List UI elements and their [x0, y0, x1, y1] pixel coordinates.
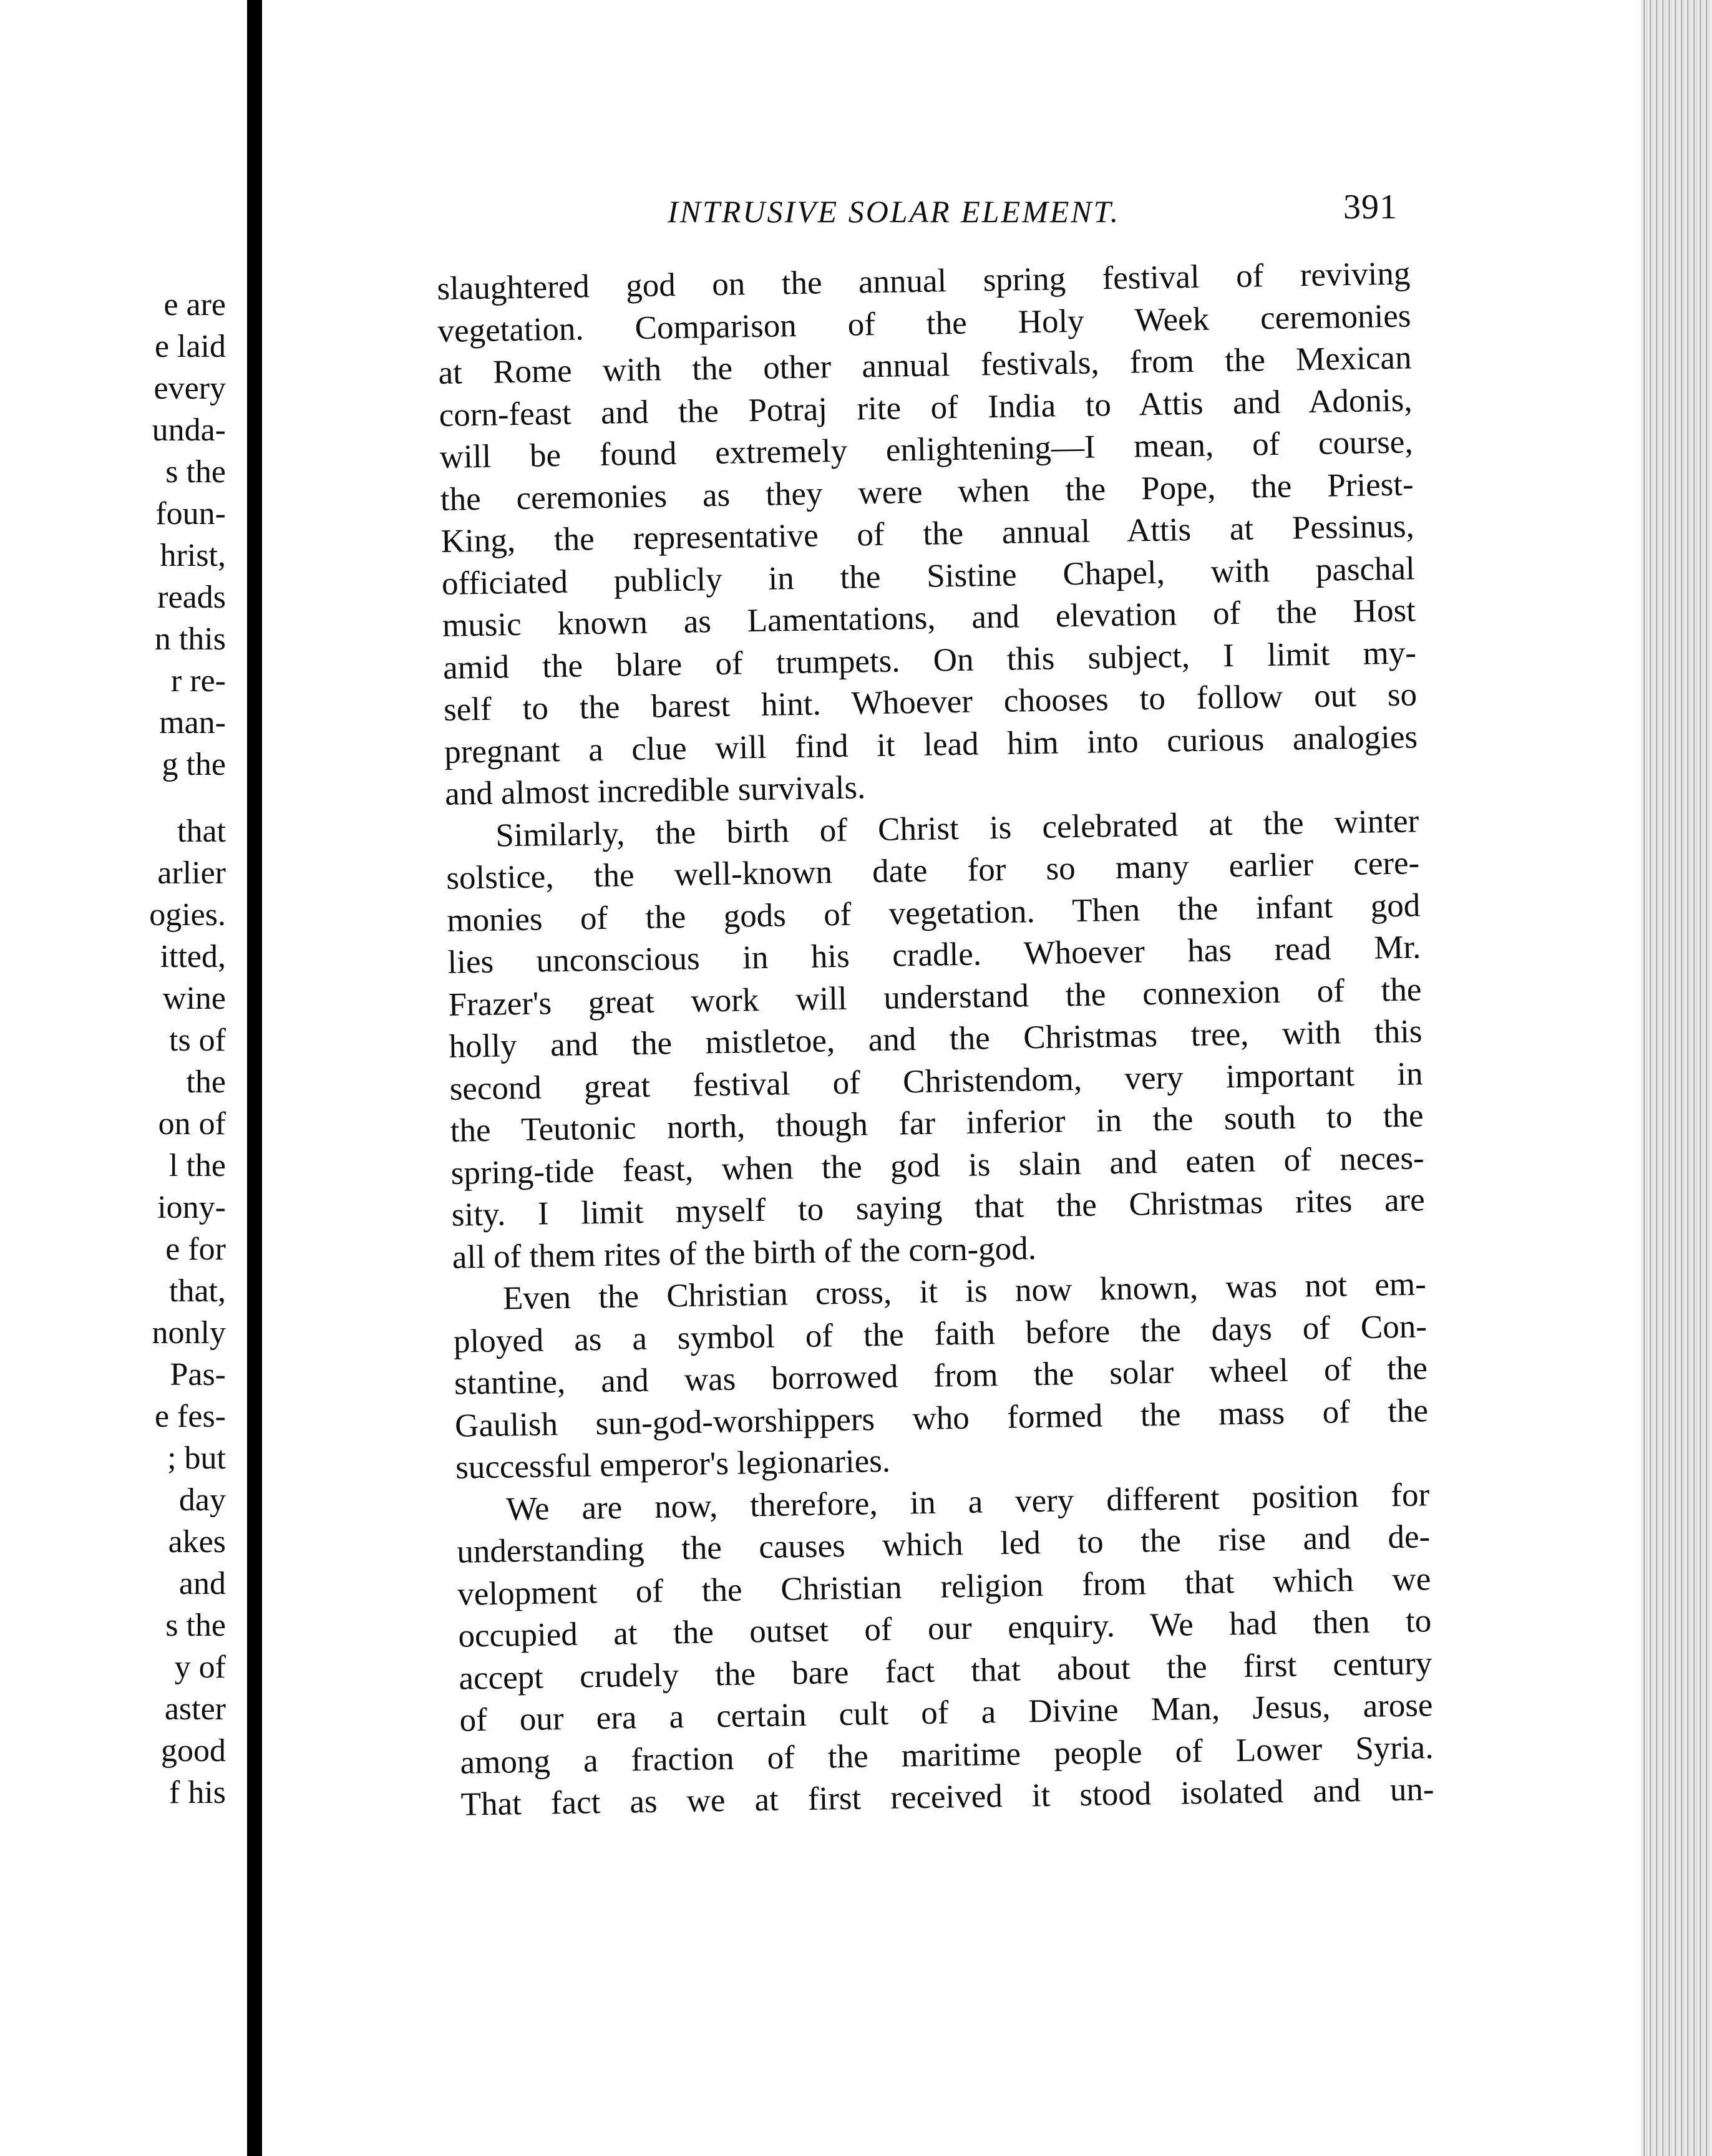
text-line: accept crudely the bare fact that about the first century [459, 1644, 1432, 1697]
text-line: lies unconscious in his cradle. Whoever has read Mr. [447, 929, 1421, 981]
left-line: the [186, 1064, 226, 1100]
text-line: We are now, therefore, in a very different position for [505, 1476, 1430, 1527]
text-line: and almost incredible survivals. [444, 769, 866, 812]
left-line: arlier [157, 855, 226, 891]
left-line: ogies. [149, 897, 226, 933]
left-line: iony- [157, 1190, 226, 1225]
text-line: pregnant a clue will find it lead him into curious analogies [444, 718, 1418, 770]
text-line: successful emperor's legionaries. [455, 1442, 891, 1486]
text-line: That fact as we at first received it stood isolated and un- [460, 1771, 1434, 1823]
left-line: hrist, [160, 538, 226, 573]
text-line: of our era a certain cult of a Divine Man, Jesus, arose [459, 1687, 1433, 1739]
text-line: will be found extremely enlightening—I mean, of course, [439, 424, 1414, 475]
text-line: vegetation. Comparison of the Holy Week ceremonies [437, 297, 1411, 349]
text-line: spring-tide feast, when the god is slain and eaten of neces- [450, 1139, 1425, 1192]
left-line: f his [169, 1775, 226, 1810]
left-page [0, 0, 247, 2156]
page-edges [1641, 0, 1712, 2156]
left-line: n this [154, 621, 226, 657]
left-line: nonly [152, 1315, 226, 1351]
left-line: Pas- [170, 1357, 226, 1392]
left-line: akes [168, 1524, 226, 1560]
text-line: ployed as a symbol of the faith before the days of Con- [453, 1308, 1427, 1360]
text-line: second great festival of Christendom, very important in [449, 1055, 1423, 1107]
left-line: l the [169, 1148, 226, 1183]
left-line: every [153, 371, 226, 406]
text-line: Frazer's great work will understand the connexion of the [448, 971, 1422, 1023]
left-line: g the [162, 747, 226, 782]
text-line: Gaulish sun-god-worshippers who formed the mass of the [454, 1392, 1429, 1444]
running-head-title: INTRUSIVE SOLAR ELEMENT. [668, 194, 1121, 229]
left-line: day [178, 1482, 226, 1518]
left-page-text-column [149, 284, 226, 1814]
left-line: e are [163, 287, 226, 323]
text-line: Even the Christian cross, it is now known, was not em- [502, 1266, 1427, 1317]
left-line: on of [158, 1106, 226, 1142]
left-line: s the [165, 1608, 226, 1643]
left-line: reads [157, 580, 226, 615]
text-line: slaughtered god on the annual spring festival of reviving [437, 255, 1411, 307]
left-line: wine [162, 981, 226, 1016]
text-line: holly and the mistletoe, and the Christmas tree, with this [449, 1013, 1423, 1065]
text-line: self to the barest hint. Whoever chooses to follow out so [443, 676, 1418, 728]
page-number: 391 [1343, 188, 1398, 226]
left-line: man- [159, 705, 226, 741]
left-line: y of [174, 1649, 226, 1685]
left-line: r re- [170, 663, 226, 699]
text-line: occupied at the outset of our enquiry. We had then to [457, 1603, 1432, 1654]
left-line: good [161, 1733, 226, 1769]
book-gutter [247, 0, 262, 2156]
text-line: music known as Lamentations, and elevation of the Host [442, 592, 1416, 644]
text-line: solstice, the well-known date for so many earlier cere- [445, 845, 1420, 896]
text-line: all of them rites of the birth of the corn-god. [452, 1230, 1037, 1276]
running-head [406, 187, 1398, 237]
left-line: e for [165, 1231, 226, 1267]
left-line: foun- [155, 496, 226, 532]
text-line: among a fraction of the maritime people of Lower Syria. [460, 1729, 1434, 1781]
left-line: ; but [167, 1440, 226, 1476]
body-text [437, 253, 1434, 1826]
text-line: sity. I limit myself to saying that the Christmas rites are [451, 1182, 1426, 1233]
text-line: King, the representative of the annual Attis at Pessinus, [440, 508, 1415, 560]
text-line: officiated publicly in the Sistine Chapel, with paschal [441, 550, 1416, 602]
text-line: Similarly, the birth of Christ is celebrated at the winter [495, 802, 1419, 854]
left-line: aster [164, 1691, 226, 1727]
left-line: unda- [152, 412, 226, 448]
left-line: e laid [154, 329, 226, 364]
left-line: ts of [169, 1022, 226, 1058]
left-line: that [177, 813, 226, 849]
left-line: and [178, 1566, 226, 1601]
left-line: e fes- [154, 1399, 226, 1434]
text-line: corn-feast and the Potraj rite of India to Attis and Adonis, [439, 381, 1413, 434]
text-line: stantine, and was borrowed from the solar wheel of the [454, 1350, 1428, 1402]
text-line: velopment of the Christian religion from that which we [457, 1560, 1431, 1613]
text-line: at Rome with the other annual festivals, from the Mexican [438, 339, 1412, 391]
left-line: s the [165, 454, 226, 490]
left-line: that, [169, 1273, 226, 1309]
text-line: the ceremonies as they were when the Pope, the Priest- [440, 465, 1414, 518]
text-line: monies of the gods of vegetation. Then the infant god [446, 886, 1421, 939]
text-line: understanding the causes which led to the rise and de- [456, 1518, 1431, 1570]
left-line: itted, [160, 939, 226, 974]
text-line: amid the blare of trumpets. On this subject, I limit my- [442, 634, 1417, 686]
text-line: the Teutonic north, though far inferior in the south to the [450, 1097, 1424, 1149]
